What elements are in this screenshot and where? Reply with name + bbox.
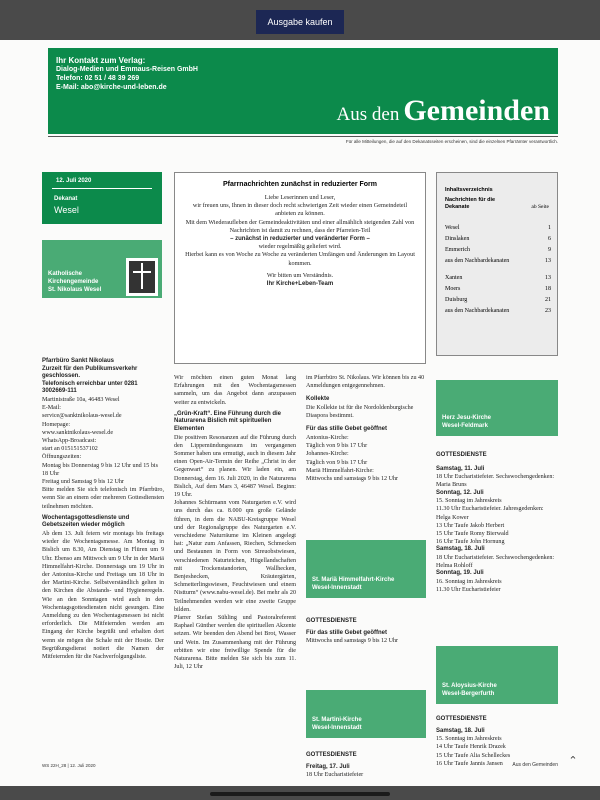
notice-p4: – zunächst in reduzierter und veränderter Form – bbox=[230, 236, 370, 243]
church-box-martini bbox=[306, 690, 426, 738]
dekanat-place: Wesel bbox=[54, 205, 79, 215]
table-of-contents bbox=[436, 172, 558, 356]
church-name: Herz Jesu-Kirche bbox=[442, 415, 492, 421]
office-phone: Telefonisch erreichbar unter 0281 3002669-111 bbox=[42, 380, 138, 395]
service-entry: 15 Uhr Taufe Romy Bierwald bbox=[436, 531, 509, 537]
service-entry: 16 Uhr Taufe Jannis Jansen bbox=[436, 760, 503, 767]
notice-p5: wieder regelmäßig geliefert wird. bbox=[258, 243, 342, 251]
service-day: Samstag, 18. Juli bbox=[436, 546, 485, 553]
office-heading: Pfarrbüro Sankt Nikolaus bbox=[42, 358, 115, 364]
office-homepage-link[interactable]: www.sanktnikolaus-wesel.de bbox=[42, 429, 114, 436]
registration-note: Bitte melden Sie sich telefonisch im Pfarrbüro, wenn Sie an einem oder mehreren Gottesdiensten teilnehmen möchten. bbox=[42, 487, 164, 510]
church-box-herz-jesu bbox=[436, 380, 558, 436]
issue-date: 12. Juli 2020 bbox=[56, 178, 92, 184]
church-name: St. Aloysius-Kirche bbox=[442, 683, 497, 689]
gruen-kraft-heading: „Grün-Kraft“. Eine Führung durch die Naturarena Bislich mit spirituellen Elementen bbox=[174, 410, 281, 432]
column-1 bbox=[42, 358, 164, 661]
parish-line-3: St. Nikolaus Wesel bbox=[48, 287, 102, 293]
prayer-antonius: Antonius-Kirche: bbox=[306, 435, 349, 441]
toc-row[interactable]: Dinslaken 6 bbox=[445, 236, 551, 242]
herz-jesu-services bbox=[436, 452, 558, 594]
opening-hours-friday: Freitag und Samstag 9 bis 12 Uhr bbox=[42, 479, 124, 485]
service-day: Sonntag, 12. Juli bbox=[436, 489, 484, 496]
date-box bbox=[42, 172, 162, 224]
church-location: Wesel-Innenstadt bbox=[312, 585, 362, 591]
notice-p3: Mit dem Wiederaufleben der Gemeindeaktivitäten und einer allmählich steigenden Zahl von Nachrichten ist damit zu rechnen, dass der Pfarreien-Teil bbox=[185, 218, 415, 234]
service-entry: 16 Uhr Taufe John Hornung bbox=[436, 539, 505, 546]
service-entry: 16. Sonntag im Jahreskreis bbox=[436, 579, 502, 585]
contact-phone: Telefon: 02 51 / 48 39 269 bbox=[56, 75, 140, 82]
scroll-handle[interactable] bbox=[210, 792, 390, 796]
service-entry: 11.30 Uhr Eucharistiefeier. Jahresgedenken: Helga Kower bbox=[436, 506, 544, 521]
church-box-maria bbox=[306, 540, 426, 598]
martini-services bbox=[306, 752, 426, 779]
aloysius-services bbox=[436, 716, 558, 768]
gruen-kraft-text-1: Die positiven Resonanzen auf die Führung durch den Lippemündungsraum im vergangenen Sommer haben uns ermutigt, auch in diesem Jahr einen Open-Air-Termin der Reihe „Christ in der Gegenwart“ zu planen. Wir laden ein, am Donnerstag, dem 16. Juli 2020, in die Naturarena Bislich, Auf dem Mars 3, 46487 Wesel. Beginn: 19 Uhr. bbox=[174, 434, 296, 499]
weekday-services-text: Ab dem 13. Juli feiern wir montags bis freitags wieder die Wochentagsmesse. Am Montag in Bislich um 8.30, Am Dienstag in Flüren um 9 Uhr. Ebenso am Mittwoch um 9 Uhr in der Mariä Himmelfahrt-Kirche. Donnerstags um 19 Uhr in der Antonius-Kirche und Freitags um 18 Uhr in der Martini-Kirche. Selbstverständlich gelten in den Kirchen die Abstands- und Hygieneregeln. Wie an den Sonntagen wird auch in den Wochentagsgottesdiensten nicht gesungen. Eine Anmeldung zu den Wochentagsmessen ist nicht erforderlich. Die Mitfeiernden werden am Eingang der Kirche begrüßt und erhalten dort wenn sie mögen die Schale mit der Hostie. Der Begrüßungsdienst notiert die Namen der Mitfeiernden für die Nachverfolgungsliste. bbox=[42, 531, 164, 661]
gruen-kraft-text-2: Johannes Schürmann vom Naturgarten e.V. wird uns durch das ca. 8.000 qm große Gelände führen, in dem die NABU-Kreisgruppe Wesel und der Regionalgruppe des Naturgarten e.V. verschiedene Naturräume im Kleinen angelegt hat: „Natur zum Anfassen, Riechen, Schmecken und Bestaunen in Form von Streuobstwiesen, verschiedenen Naturteichen, Hügellandschaften mit Trockenstandorten, Wallhecken, Benjeshecken, Kräutergärten, Schmetterlingswiesen, Feuchtwiesen und einem Nistturm“ (www.nabu-wesel.de). Bei mehr als 20 Teilnehmenden werden wir eine zweite Gruppe bilden. bbox=[174, 500, 296, 613]
prayer-johannes-time: Täglich von 9 bis 17 Uhr bbox=[306, 459, 368, 466]
notice-p6: Hierbei kann es von Woche zu Woche zu veränderten Umfängen und Änderungen im Layout kommen. bbox=[185, 251, 415, 267]
toc-page-label: ab Seite bbox=[531, 204, 549, 210]
church-location: Wesel-Innenstadt bbox=[312, 725, 362, 731]
services-heading: GOTTESDIENSTE bbox=[306, 752, 357, 758]
church-logo-icon bbox=[126, 258, 158, 296]
notice-p1: Liebe Leserinnen und Leser, bbox=[264, 194, 336, 201]
prayer-maria-time: Mittwochs und samstags 9 bis 12 Uhr bbox=[306, 476, 399, 483]
page-heading bbox=[337, 94, 550, 128]
collection-heading: Kollekte bbox=[306, 396, 330, 403]
office-closed-note: Zurzeit für den Publikumsverkehr geschlossen. bbox=[42, 365, 138, 380]
column-2 bbox=[174, 374, 296, 671]
page-footer-issue: WS 22H_28 | 12. Juli 2020 bbox=[42, 763, 96, 768]
opening-hours-label: Öffnungszeiten: bbox=[42, 454, 82, 461]
page-footer-section: Aus den Gemeinden bbox=[512, 762, 558, 768]
parish-box bbox=[42, 240, 162, 298]
magazine-page bbox=[0, 40, 600, 786]
col3-intro: im Pfarrbüro St. Nikolaus. Wir können bis zu 40 Anmeldungen entgegennehmen. bbox=[306, 375, 425, 390]
notice-p7: Wir bitten um Verständnis. bbox=[266, 271, 334, 279]
office-email-link[interactable]: service@sanktnikolaus-wesel.de bbox=[42, 413, 122, 420]
office-email-label: E-Mail: bbox=[42, 405, 61, 412]
service-entry: 15 Uhr Taufe Alia Schelleckes bbox=[436, 752, 511, 759]
services-heading: GOTTESDIENSTE bbox=[306, 618, 357, 624]
prayer-heading: Für das stille Gebet geöffnet bbox=[306, 426, 388, 433]
chevron-up-icon[interactable]: ⌃ bbox=[568, 754, 578, 767]
toc-subtitle: Nachrichten für die Dekanate bbox=[445, 197, 496, 210]
toc-row[interactable]: aus den Nachbardekanaten 13 bbox=[445, 258, 551, 264]
column-3 bbox=[306, 374, 428, 483]
church-location: Wesel-Bergerfurth bbox=[442, 691, 495, 697]
office-address: Martinistraße 10a, 46483 Wesel bbox=[42, 396, 120, 403]
whatsapp-label: WhatsApp-Broadcast: bbox=[42, 437, 97, 444]
parish-line-1: Katholische bbox=[48, 271, 83, 277]
date-divider bbox=[52, 188, 152, 189]
notice-sign: Ihr Kirche+Leben-Team bbox=[266, 281, 334, 288]
church-name: St. Mariä Himmelfahrt-Kirche bbox=[312, 577, 395, 583]
col2-intro: Wir möchten einen guten Monat lang Erfahrungen mit den Wochentagsmessen sammeln, um das Angebot dann anzupassen weiter zu entwickeln. bbox=[174, 375, 296, 406]
contact-email: E-Mail: abo@kirche-und-leben.de bbox=[56, 84, 167, 91]
prayer-antonius-time: Täglich von 9 bis 17 Uhr bbox=[306, 443, 368, 450]
header-divider bbox=[48, 136, 558, 137]
toc-row[interactable]: Wesel 1 bbox=[445, 225, 551, 231]
services-heading: GOTTESDIENSTE bbox=[436, 452, 487, 458]
church-box-aloysius bbox=[436, 646, 558, 704]
service-day: Sonntag, 19. Juli bbox=[436, 570, 484, 577]
maria-services bbox=[306, 618, 426, 645]
services-heading: GOTTESDIENSTE bbox=[436, 716, 487, 722]
service-day: Freitag, 17. Juli bbox=[306, 763, 350, 770]
church-name: St. Martini-Kirche bbox=[312, 717, 362, 723]
publisher-contact-banner bbox=[48, 48, 558, 134]
service-entry: 18 Uhr Eucharistiefeier. Sechswochengedenken: Helma Rohloff bbox=[436, 555, 555, 570]
toc-row[interactable]: Emmerich 9 bbox=[445, 247, 551, 253]
top-toolbar bbox=[0, 0, 600, 40]
heading-main: Gemeinden bbox=[403, 94, 550, 127]
office-homepage-label: Homepage: bbox=[42, 421, 71, 428]
service-entry: 13 Uhr Taufe Jakob Herbert bbox=[436, 522, 505, 529]
toc-row[interactable]: Xanten 13 bbox=[445, 275, 551, 281]
whatsapp-number: start an 015151537102 bbox=[42, 446, 98, 453]
contact-title: Ihr Kontakt zum Verlag: bbox=[56, 56, 146, 65]
prayer-johannes: Johannes-Kirche: bbox=[306, 451, 349, 458]
notice-p2: wir freuen uns, Ihnen in dieser doch recht schwierigen Zeit wieder einen Gemeindeteil anbieten zu können. bbox=[192, 202, 408, 218]
service-entry: 14 Uhr Taufe Henrik Drazek bbox=[436, 744, 506, 751]
prayer-heading: Für das stille Gebet geöffnet bbox=[306, 629, 388, 636]
service-entry: 15. Sonntag im Jahreskreis bbox=[436, 736, 502, 743]
service-day: Samstag, 18. Juli bbox=[436, 727, 485, 734]
weekday-services-heading: Wochentagsgottesdienste und Gebetszeiten wieder möglich bbox=[42, 514, 130, 529]
prayer-maria: Mariä Himmelfahrt-Kirche: bbox=[306, 467, 374, 474]
heading-prefix: Aus den bbox=[336, 104, 400, 125]
toc-title: Inhaltsverzeichnis bbox=[445, 187, 493, 193]
toc-row[interactable]: aus den Nachbardekanaten 23 bbox=[445, 308, 551, 314]
prayer-time: Mittwochs und samstags 9 bis 12 Uhr bbox=[306, 638, 399, 645]
gruen-kraft-text-3: Pfarrer Stefan Sühling und Pastoralreferent Raphael Günther werden die spirituellen Akzente setzen. Wir beenden den Abend bei Brot, Wasser und Wein. Im Zusammenhang mit der Führung erbitten wir eine freiwillige Spende für die Naturarena. Bitte melden Sie sich bis zum 11. Juli, 12 Uhr bbox=[174, 615, 296, 671]
service-entry: 18 Uhr Eucharistiefeier bbox=[306, 772, 364, 779]
service-entry: 15. Sonntag im Jahreskreis bbox=[436, 498, 502, 505]
buy-issue-button[interactable]: Ausgabe kaufen bbox=[256, 10, 344, 34]
toc-row[interactable]: Moers 18 bbox=[445, 286, 551, 292]
toc-row[interactable]: Duisburg 21 bbox=[445, 297, 551, 303]
contact-publisher: Dialog-Medien und Emmaus-Reisen GmbH bbox=[56, 66, 198, 73]
church-location: Wesel-Feldmark bbox=[442, 423, 488, 429]
service-entry: 18 Uhr Eucharistiefeier. Sechswochengedenken: Maria Bruns bbox=[436, 474, 555, 489]
opening-hours-weekdays: Montag bis Donnerstag 9 bis 12 Uhr und 15 bis 18 Uhr bbox=[42, 462, 158, 477]
intro-note: Für alle Mitteilungen, die auf den Dekanatsseiten erscheinen, sind die einzelnen Pfarrämter verantwortlich. bbox=[345, 139, 558, 144]
notice-title: Pfarrnachrichten zunächst in reduzierter Form bbox=[222, 181, 378, 188]
dekanat-label: Dekanat bbox=[54, 196, 78, 202]
collection-text: Die Kollekte ist für die Nordoldenburgische Diaspora bestimmt. bbox=[306, 405, 414, 420]
service-entry: 11.30 Uhr Eucharistiefeier bbox=[436, 587, 501, 594]
notice-box bbox=[174, 172, 426, 364]
parish-line-2: Kirchengemeinde bbox=[48, 279, 99, 285]
service-day: Samstag, 11. Juli bbox=[436, 465, 485, 472]
